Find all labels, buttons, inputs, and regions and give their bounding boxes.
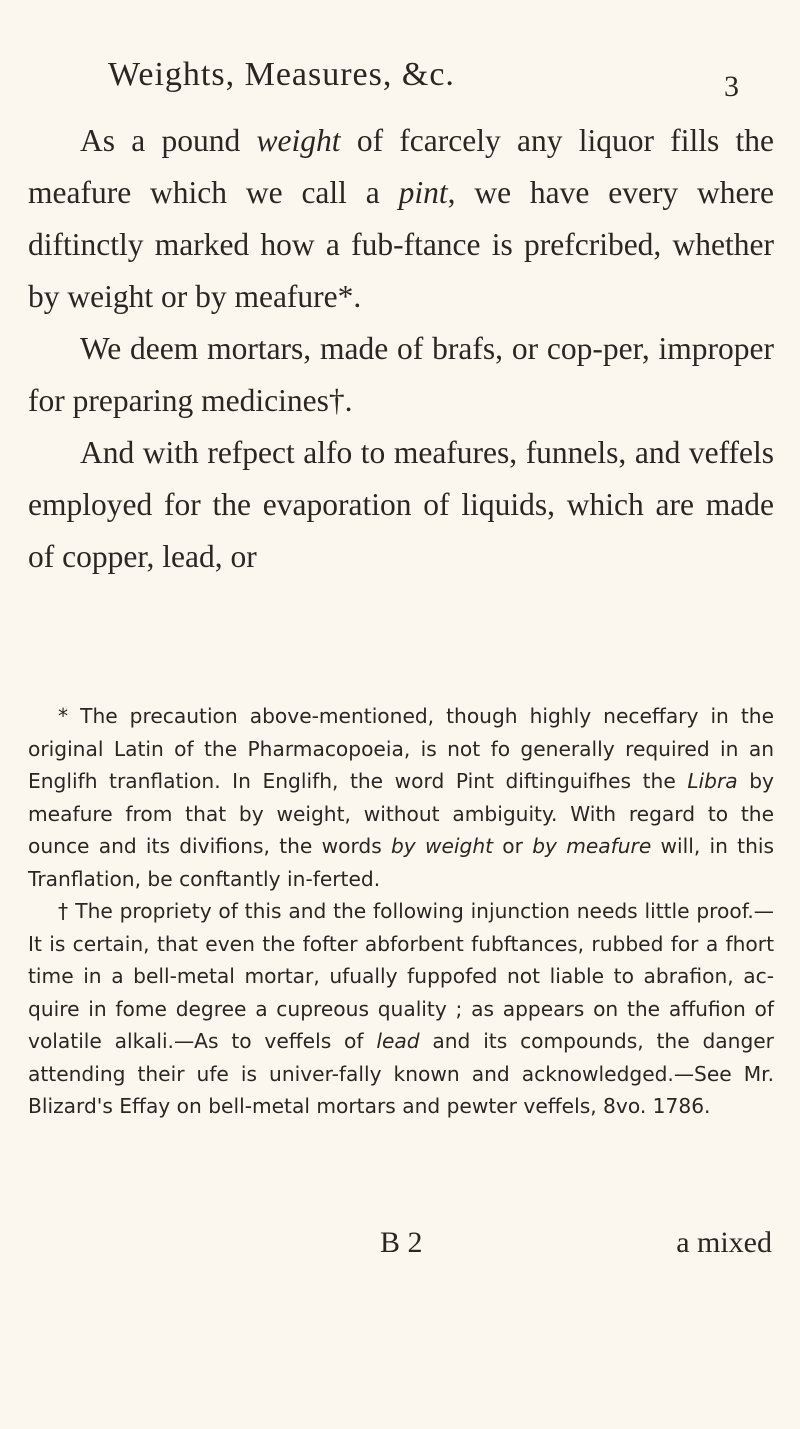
p1-text-3: , we have every where diftinctly marked how a fub-ftance is prefcribed, whether by weight or by meafure*. <box>28 175 774 314</box>
p1-text-2: of fcarcely any liquor fills the meafure which we call a <box>28 123 774 210</box>
paragraph-1 <box>28 115 774 323</box>
fn1-text-2: by meafure from that by weight, without ambiguity. With regard to the ounce and its divifions, the words <box>28 769 774 858</box>
fn1-text-1: * The precaution above-mentioned, though highly neceffary in the original Latin of the Pharmacopoeia, is not fo generally required in an Englifh tranflation. In Englifh, the word Pint diftinguifhes the <box>28 704 774 793</box>
footnote-1 <box>28 700 774 895</box>
fn1-italic-by-weight: by weight <box>390 834 494 858</box>
p1-italic-weight: weight <box>256 123 341 158</box>
running-head: Weights, Measures, &c. <box>108 56 455 93</box>
page-number: 3 <box>724 70 739 103</box>
fn2-italic-lead: lead <box>376 1029 420 1053</box>
p1-italic-pint: pint <box>398 175 448 210</box>
paragraph-2: We deem mortars, made of brafs, or cop-per, improper for preparing medicines†. <box>28 331 774 418</box>
catchword: a mixed <box>676 1226 772 1259</box>
footnotes <box>28 700 774 1123</box>
signature-mark: B 2 <box>380 1226 423 1259</box>
fn1-italic-libra: Libra <box>687 769 738 793</box>
footnote-2 <box>28 895 774 1123</box>
fn1-italic-by-measure: by meafure <box>532 834 652 858</box>
fn2-text-2: and its compounds, the danger attending their ufe is univer-fally known and acknowledged.—See Mr. Blizard's Effay on bell-metal mortars and pewter veffels, 8vo. 1786. <box>28 1029 774 1118</box>
fn2-text-1: † The propriety of this and the following injunction needs little proof.—It is certain, that even the fofter abforbent fubftances, rubbed for a fhort time in a bell-metal mortar, ufually fuppofed not liable to abrafion, ac-quire in fome degree a cupreous quality ; as appears on the affufion of volatile alkali.—As to veffels of <box>28 899 774 1053</box>
paragraph-3: And with refpect alfo to meafures, funnels, and veffels employed for the evaporation of liquids, which are made of copper, lead, or <box>28 435 774 574</box>
fn1-text-3: or <box>493 834 533 858</box>
fn1-text-4: will, in this Tranflation, be conftantly in-ferted. <box>28 834 774 891</box>
p1-text-1: As a pound <box>80 123 257 158</box>
body-text <box>28 115 774 583</box>
